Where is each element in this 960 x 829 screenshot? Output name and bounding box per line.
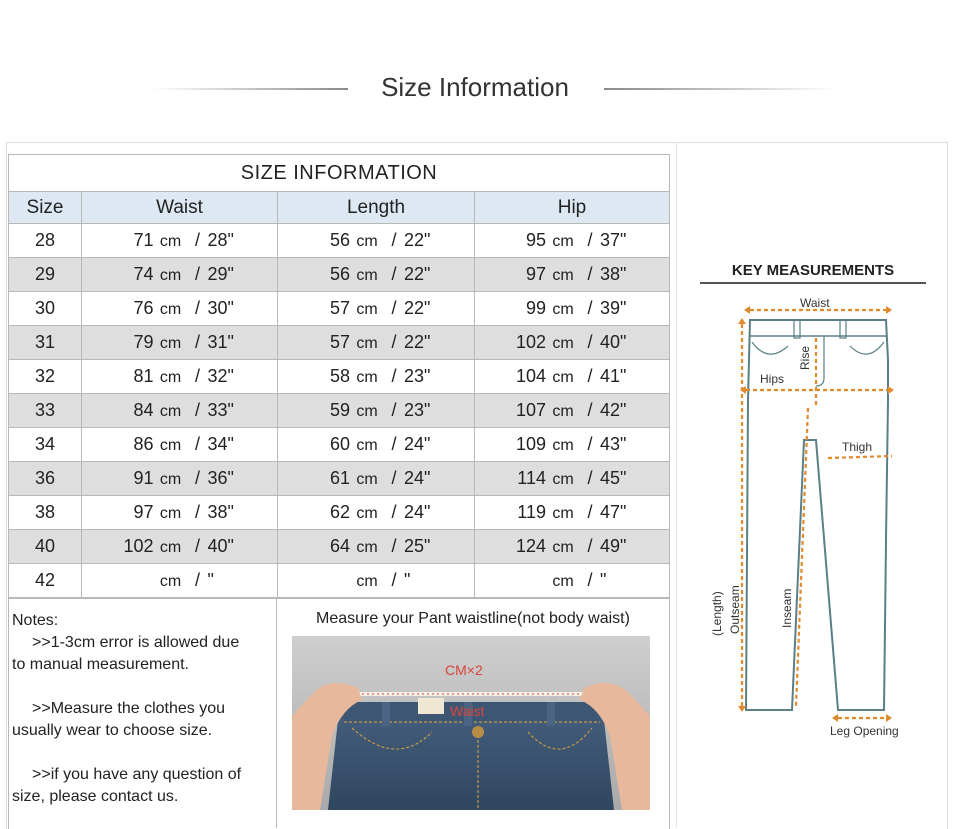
length-cm-value: 56 (329, 230, 350, 250)
unit-label: cm (552, 539, 574, 556)
separator: / (194, 298, 200, 318)
waist-cell (82, 462, 278, 496)
length-cell (278, 462, 475, 496)
separator: / (587, 468, 593, 488)
table-row (9, 360, 670, 394)
unit-label: cm (552, 573, 574, 590)
note-1-line-2: to manual measurement. (12, 656, 189, 673)
waist-inch-value: 40" (207, 536, 234, 556)
size-cell: 29 (9, 258, 82, 292)
length-cell (278, 394, 475, 428)
waist-cell (82, 360, 278, 394)
hip-inch-value: 49" (600, 536, 627, 556)
hips-label: Hips (760, 372, 785, 386)
hip-inch-value: 39" (600, 298, 627, 318)
separator: / (391, 366, 397, 386)
unit-label: cm (159, 335, 182, 352)
waist-cell (82, 224, 278, 258)
length-cell (278, 564, 475, 598)
separator: / (587, 400, 593, 420)
note-2-line-1: >>Measure the clothes you (32, 700, 226, 717)
separator: / (391, 570, 397, 590)
size-cell: 36 (9, 462, 82, 496)
separator: / (587, 434, 593, 454)
hip-cell (475, 292, 670, 326)
hip-cm-value: 114 (517, 468, 546, 488)
separator: / (194, 570, 200, 590)
unit-label: cm (159, 301, 182, 318)
unit-label: cm (552, 403, 574, 420)
waist-cell (82, 326, 278, 360)
hip-inch-value: 38" (600, 264, 627, 284)
table-row (9, 258, 670, 292)
unit-label: cm (356, 505, 378, 522)
waist-cm-value: 71 (133, 230, 154, 250)
unit-label: cm (159, 403, 182, 420)
length-cm-value: 64 (329, 536, 350, 556)
table-row (9, 394, 670, 428)
waist-inch-value: 32" (207, 366, 234, 386)
unit-label: cm (159, 471, 182, 488)
unit-label: cm (159, 267, 182, 284)
hip-cm-value: 97 (525, 264, 546, 284)
hip-cm-value: 102 (515, 332, 546, 352)
hip-cell (475, 428, 670, 462)
hip-inch-value: 43" (600, 434, 627, 454)
unit-label: cm (356, 403, 378, 420)
table-row (9, 462, 670, 496)
size-cell: 33 (9, 394, 82, 428)
length-inch-value: 24" (404, 502, 431, 522)
separator: / (391, 298, 397, 318)
waist-inch-value: " (207, 570, 214, 590)
unit-label: cm (356, 369, 378, 386)
waist-cell (82, 258, 278, 292)
hip-cm-value: 104 (515, 366, 546, 386)
separator: / (194, 468, 200, 488)
cm-times-two-label: CM×2 (445, 662, 483, 678)
hip-cm-value: 107 (515, 400, 546, 420)
hip-cell (475, 530, 670, 564)
waist-inch-value: 30" (207, 298, 234, 318)
table-row (9, 428, 670, 462)
inseam-label: Inseam (780, 588, 794, 628)
separator: / (391, 264, 397, 284)
separator: / (391, 434, 397, 454)
separator: / (194, 434, 200, 454)
size-cell: 40 (9, 530, 82, 564)
waist-cm-value: 81 (133, 366, 154, 386)
length-cell (278, 326, 475, 360)
length-inch-value: 22" (404, 332, 431, 352)
outseam-label: Outseam (728, 585, 742, 634)
key-measurements-title: KEY MEASUREMENTS (731, 262, 895, 279)
hip-inch-value: 47" (600, 502, 627, 522)
size-cell: 32 (9, 360, 82, 394)
length-label: (Length) (710, 591, 724, 636)
hip-inch-value: 40" (600, 332, 627, 352)
table-row (9, 564, 670, 598)
hip-cell (475, 360, 670, 394)
unit-label: cm (159, 505, 182, 522)
waist-inch-value: 36" (207, 468, 234, 488)
waist-cm-value: 97 (133, 502, 154, 522)
unit-label: cm (356, 573, 378, 590)
waist-cell (82, 496, 278, 530)
length-inch-value: 22" (404, 298, 431, 318)
unit-label: cm (159, 369, 182, 386)
waist-cm-value: 84 (133, 400, 154, 420)
unit-label: cm (552, 301, 574, 318)
length-inch-value: " (404, 570, 411, 590)
hip-cell (475, 394, 670, 428)
waist-photo-label: Waist (450, 703, 485, 719)
panel-divider (676, 142, 677, 828)
length-inch-value: 24" (404, 434, 431, 454)
measure-caption: Measure your Pant waistline(not body waist) (316, 610, 630, 627)
separator: / (194, 332, 200, 352)
separator: / (391, 230, 397, 250)
separator: / (391, 536, 397, 556)
separator: / (391, 502, 397, 522)
waist-cm-value: 74 (133, 264, 154, 284)
unit-label: cm (159, 437, 182, 454)
unit-label: cm (356, 471, 378, 488)
length-inch-value: 22" (404, 230, 431, 250)
unit-label: cm (356, 437, 378, 454)
table-row (9, 224, 670, 258)
hip-inch-value: 41" (600, 366, 627, 386)
size-cell: 38 (9, 496, 82, 530)
length-cm-value: 57 (329, 298, 350, 318)
unit-label: cm (552, 233, 574, 250)
separator: / (587, 366, 593, 386)
length-cell (278, 530, 475, 564)
separator: / (587, 570, 593, 590)
length-inch-value: 25" (404, 536, 431, 556)
column-header-length: Length (278, 192, 475, 224)
hip-cm-value: 99 (525, 298, 546, 318)
column-header-hip: Hip (475, 192, 670, 224)
length-inch-value: 23" (404, 400, 431, 420)
length-cell (278, 428, 475, 462)
separator: / (391, 468, 397, 488)
table-row (9, 292, 670, 326)
waist-label: Waist (800, 296, 830, 310)
pants-diagram (700, 290, 930, 750)
unit-label: cm (552, 369, 574, 386)
separator: / (194, 536, 200, 556)
unit-label: cm (552, 437, 574, 454)
waist-cell (82, 564, 278, 598)
hip-cell (475, 564, 670, 598)
separator: / (587, 298, 593, 318)
unit-label: cm (552, 335, 574, 352)
waist-cm-value: 79 (133, 332, 154, 352)
separator: / (194, 366, 200, 386)
length-cell (278, 496, 475, 530)
table-row (9, 496, 670, 530)
hip-cell (475, 258, 670, 292)
hip-cm-value: 109 (515, 434, 546, 454)
waist-cm-value: 91 (133, 468, 154, 488)
hip-cell (475, 462, 670, 496)
waist-cell (82, 292, 278, 326)
hip-inch-value: 42" (600, 400, 627, 420)
waist-inch-value: 33" (207, 400, 234, 420)
separator: / (194, 264, 200, 284)
length-cell (278, 360, 475, 394)
separator: / (587, 332, 593, 352)
length-cell (278, 224, 475, 258)
unit-label: cm (159, 539, 182, 556)
hip-inch-value: " (600, 570, 607, 590)
hip-cm-value: 119 (517, 502, 546, 522)
separator: / (587, 230, 593, 250)
column-header-size: Size (9, 192, 82, 224)
note-1-line-1: >>1-3cm error is allowed due (32, 634, 240, 651)
separator: / (587, 264, 593, 284)
waist-inch-value: 29" (207, 264, 234, 284)
notes-title: Notes: (12, 612, 59, 629)
note-2-line-2: usually wear to choose size. (12, 722, 213, 739)
waist-cm-value: 86 (133, 434, 154, 454)
separator: / (391, 332, 397, 352)
size-table (8, 154, 670, 598)
unit-label: cm (552, 267, 574, 284)
waist-inch-value: 28" (207, 230, 234, 250)
separator: / (194, 230, 200, 250)
header-divider-left (152, 88, 348, 90)
length-cell (278, 258, 475, 292)
waist-cm-value: 76 (133, 298, 154, 318)
size-cell: 42 (9, 564, 82, 598)
hip-cell (475, 224, 670, 258)
table-row (9, 326, 670, 360)
size-cell: 28 (9, 224, 82, 258)
unit-label: cm (356, 267, 378, 284)
length-cm-value: 59 (329, 400, 350, 420)
notes (12, 610, 272, 808)
waist-cell (82, 428, 278, 462)
unit-label: cm (356, 233, 378, 250)
hip-cell (475, 326, 670, 360)
separator: / (587, 536, 593, 556)
separator: / (391, 400, 397, 420)
hip-cm-value: 95 (525, 230, 546, 250)
note-3-line-2: size, please contact us. (12, 788, 179, 805)
length-cm-value: 58 (329, 366, 350, 386)
table-row (9, 530, 670, 564)
length-cm-value: 62 (329, 502, 350, 522)
unit-label: cm (552, 471, 574, 488)
waist-inch-value: 31" (207, 332, 234, 352)
length-cm-value: 60 (329, 434, 350, 454)
unit-label: cm (552, 505, 574, 522)
waist-inch-value: 34" (207, 434, 234, 454)
hip-inch-value: 45" (600, 468, 627, 488)
length-cell (278, 292, 475, 326)
note-3-line-1: >>if you have any question of (32, 766, 242, 783)
separator: / (194, 502, 200, 522)
length-inch-value: 24" (404, 468, 431, 488)
page-title: Size Information (381, 72, 569, 102)
waist-inch-value: 38" (207, 502, 234, 522)
size-cell: 34 (9, 428, 82, 462)
notes-divider (276, 598, 277, 828)
length-cm-value: 61 (329, 468, 350, 488)
waist-cm-value: 102 (123, 536, 154, 556)
leg-opening-label: Leg Opening (830, 724, 899, 738)
waist-cell (82, 530, 278, 564)
length-cm-value: 57 (329, 332, 350, 352)
separator: / (587, 502, 593, 522)
separator: / (194, 400, 200, 420)
column-header-waist: Waist (82, 192, 278, 224)
unit-label: cm (356, 335, 378, 352)
waist-cell (82, 394, 278, 428)
hip-inch-value: 37" (600, 230, 627, 250)
key-measurements-underline (700, 282, 926, 284)
thigh-label: Thigh (842, 440, 873, 454)
hip-cell (475, 496, 670, 530)
unit-label: cm (159, 233, 182, 250)
length-inch-value: 23" (404, 366, 431, 386)
hip-cm-value: 124 (515, 536, 546, 556)
length-cm-value: 56 (329, 264, 350, 284)
rise-label: Rise (798, 345, 812, 370)
unit-label: cm (159, 573, 182, 590)
size-cell: 30 (9, 292, 82, 326)
size-cell: 31 (9, 326, 82, 360)
table-caption: SIZE INFORMATION (9, 155, 670, 192)
length-inch-value: 22" (404, 264, 431, 284)
header-divider-right (604, 88, 838, 90)
unit-label: cm (356, 539, 378, 556)
unit-label: cm (356, 301, 378, 318)
